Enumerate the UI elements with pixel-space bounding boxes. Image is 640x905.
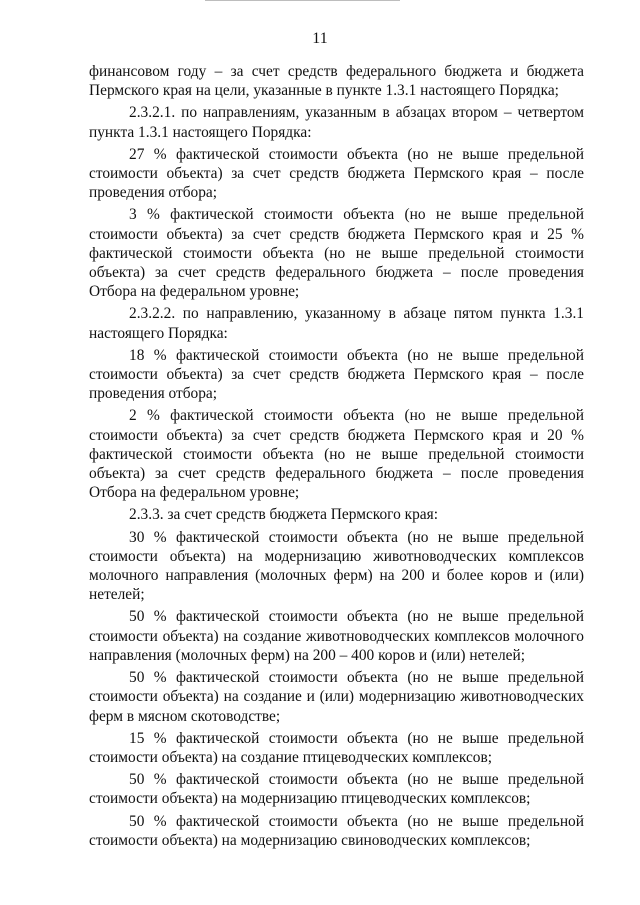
paragraph-15-percent-poultry-creation: 15 % фактической стоимости объекта (но не выше предельной стоимости объекта) на создание птицеводческих комплексов; — [89, 729, 584, 766]
paragraph-30-percent-dairy-modernization: 30 % фактической стоимости объекта (но не выше предельной стоимости объекта) на модернизацию животноводческих комплексов молочного направления (молочных ферм) на 200 и более коров и (или) нетелей; — [89, 528, 584, 604]
paragraph-2-3-2-1: 2.3.2.1. по направлениям, указанным в абзацах втором – четвертом пункта 1.3.1 настоящего Порядка: — [89, 104, 584, 141]
paragraph-50-percent-dairy-creation: 50 % фактической стоимости объекта (но не выше предельной стоимости объекта) на создание животноводческих комплексов молочного направления (молочных ферм) на 200 – 400 коров и (или) нетелей; — [89, 608, 584, 664]
paragraph-50-percent-poultry-modernization: 50 % фактической стоимости объекта (но не выше предельной стоимости объекта) на модернизацию птицеводческих комплексов; — [89, 771, 584, 808]
paragraph-continuation: финансовом году – за счет средств федерального бюджета и бюджета Пермского края на цели, указанные в пункте 1.3.1 настоящего Порядка; — [89, 63, 584, 100]
paragraph-3-percent: 3 % фактической стоимости объекта (но не выше предельной стоимости объекта) за счет средств бюджета Пермского края и 25 % фактической стоимости объекта (но не выше предельной стоимости объекта) за счет средств федерального бюджета – после проведения Отбора на федеральном уровне; — [89, 206, 584, 301]
paragraph-2-3-2-2: 2.3.2.2. по направлению, указанному в абзаце пятом пункта 1.3.1 настоящего Порядка: — [89, 305, 584, 342]
paragraph-27-percent: 27 % фактической стоимости объекта (но не выше предельной стоимости объекта) за счет средств бюджета Пермского края – после проведения отбора; — [89, 145, 584, 202]
page-number: 11 — [312, 30, 328, 47]
top-scan-rule — [205, 0, 400, 1]
paragraph-50-percent-pig-modernization: 50 % фактической стоимости объекта (но не выше предельной стоимости объекта) на модернизацию свиноводческих комплексов; — [89, 812, 584, 849]
paragraph-2-percent: 2 % фактической стоимости объекта (но не выше предельной стоимости объекта) за счет средств бюджета Пермского края и 20 % фактической стоимости объекта (но не выше предельной стоимости объекта) за счет средств федерального бюджета – после проведения Отбора на федеральном уровне; — [89, 407, 584, 502]
paragraph-50-percent-beef-farms: 50 % фактической стоимости объекта (но не выше предельной стоимости объекта) на создание и (или) модернизацию животноводческих ферм в мясном скотоводстве; — [89, 669, 584, 725]
paragraph-18-percent: 18 % фактической стоимости объекта (но не выше предельной стоимости объекта) за счет средств бюджета Пермского края – после проведения отбора; — [89, 346, 584, 403]
paragraph-2-3-3: 2.3.3. за счет средств бюджета Пермского края: — [129, 506, 438, 524]
document-body — [89, 62, 584, 853]
